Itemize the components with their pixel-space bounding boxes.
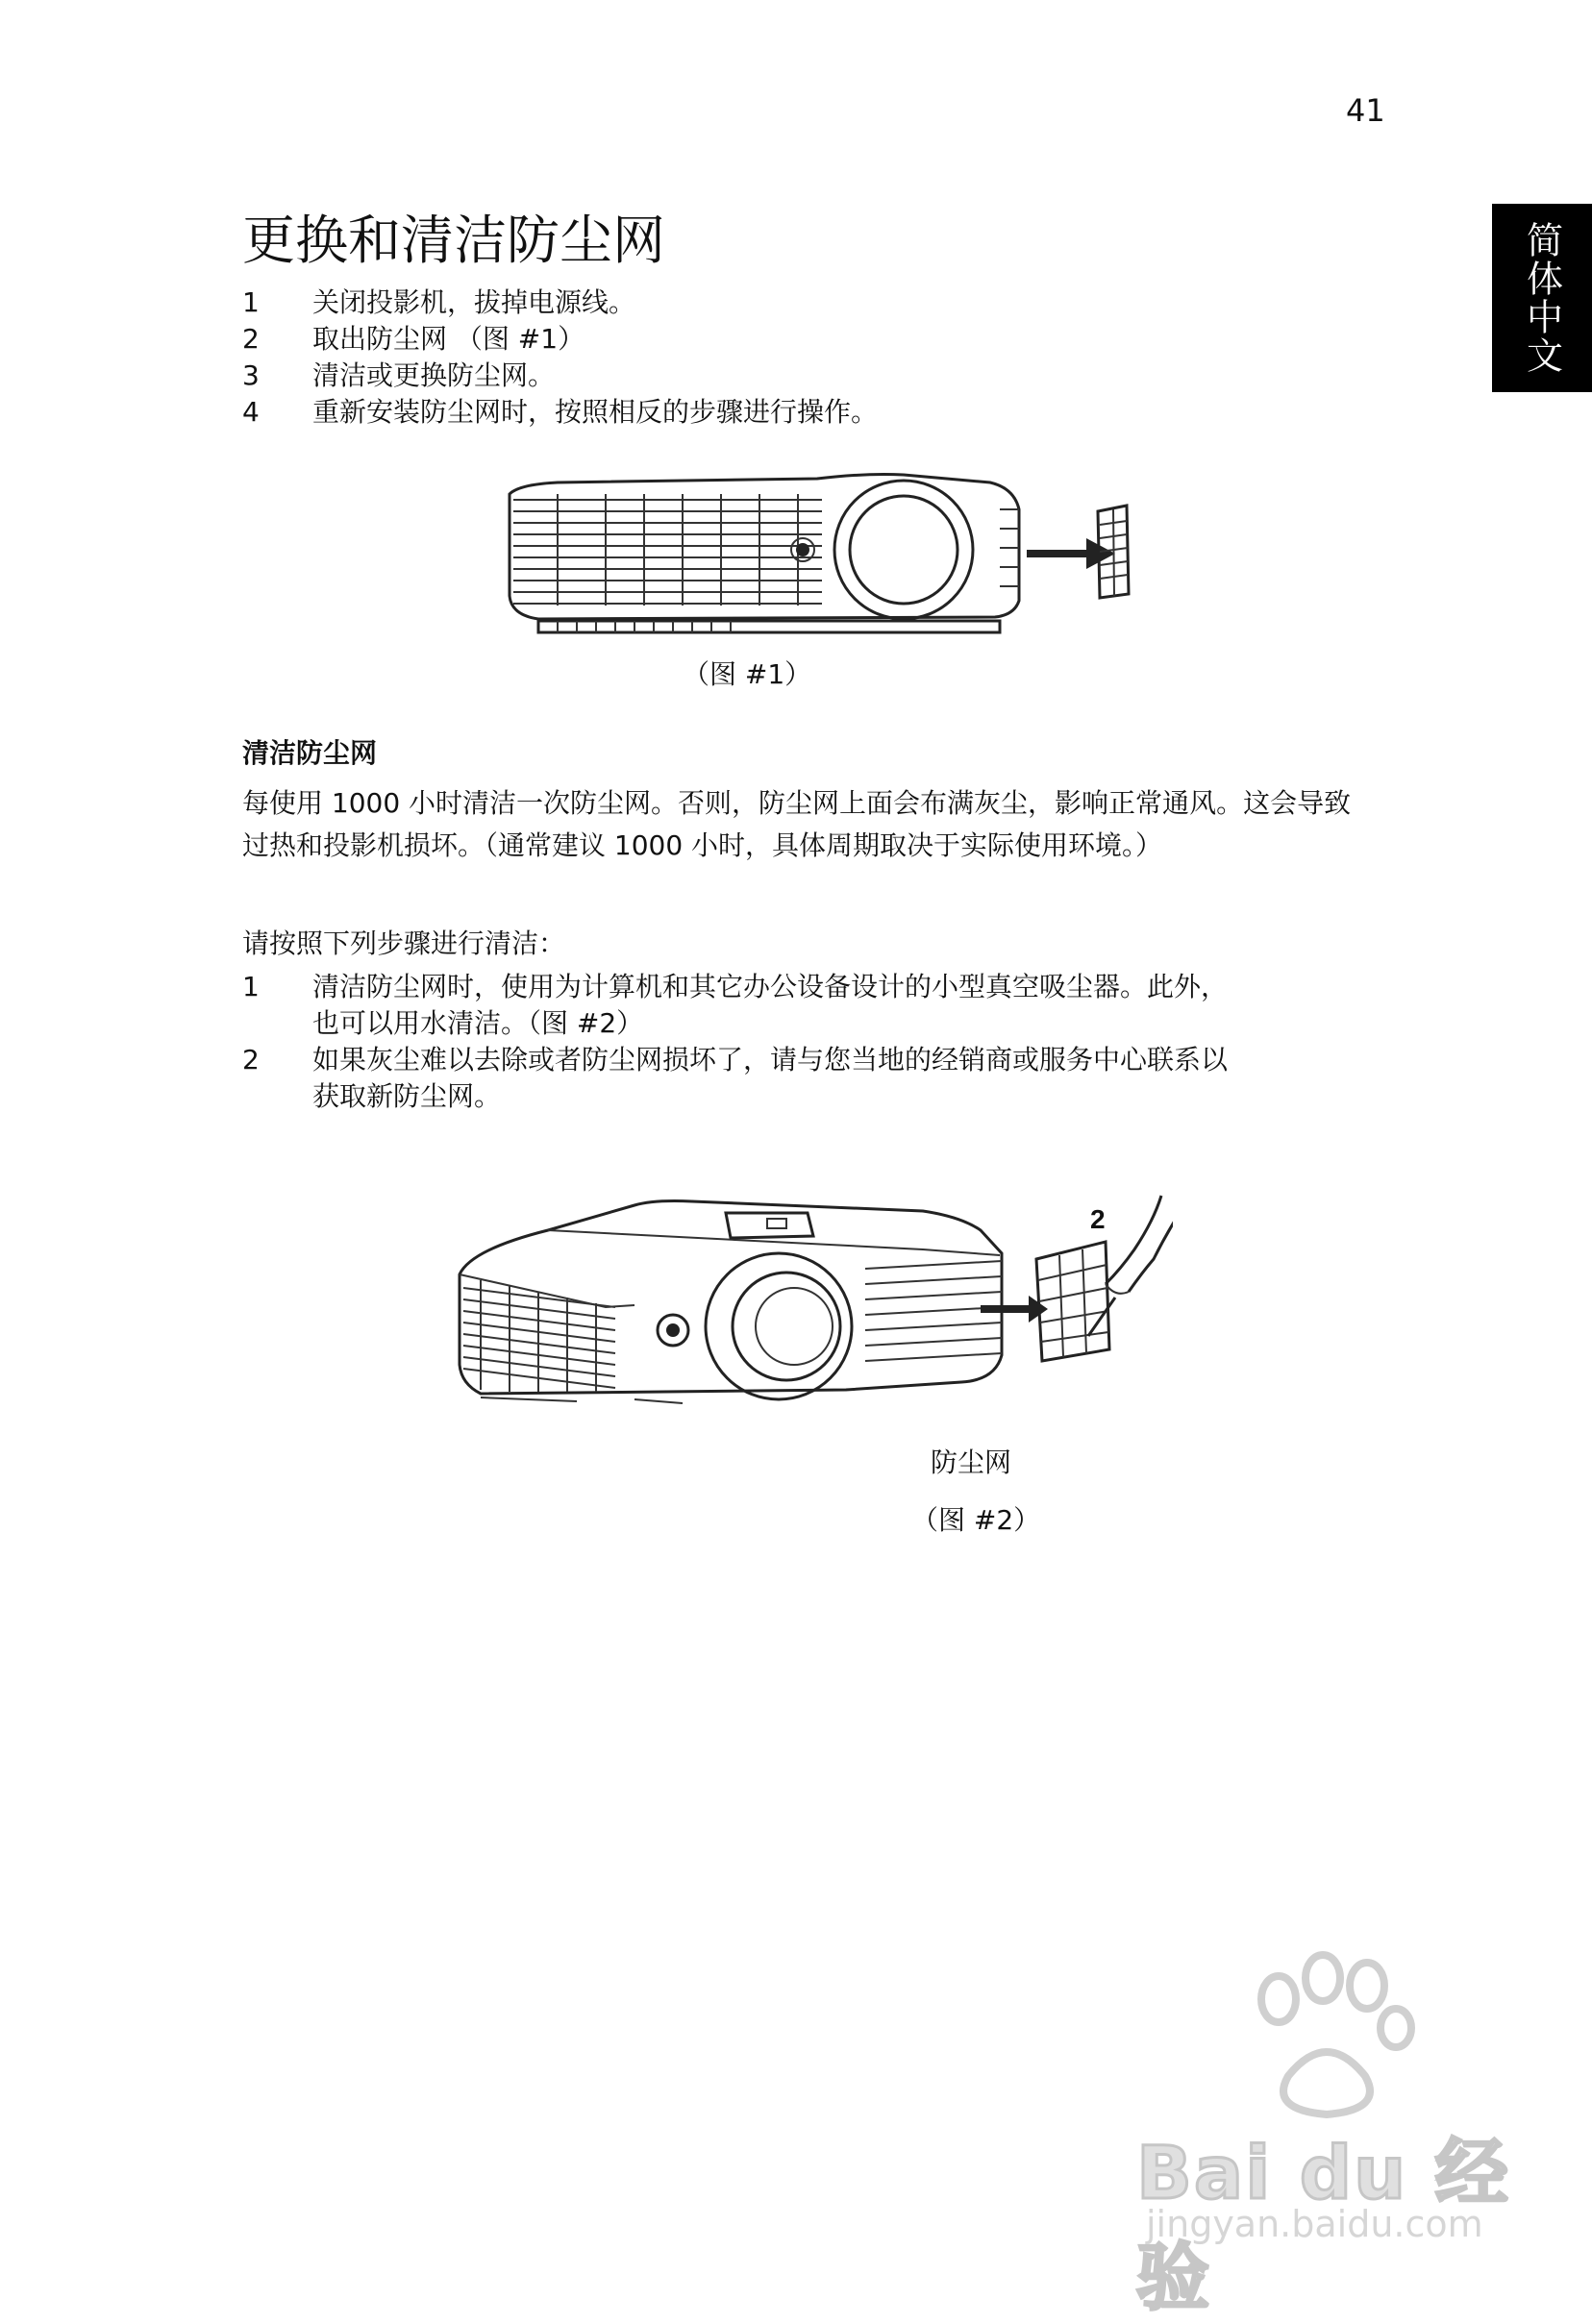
- step-marker: 2: [1090, 1204, 1106, 1234]
- watermark-brand: Bai du 经验: [1136, 2130, 1510, 2320]
- list-item: 4 重新安装防尘网时，按照相反的步骤进行操作。: [242, 396, 879, 428]
- figure1-projector-illustration: [500, 461, 1134, 644]
- figure1-caption: （图 #1）: [683, 658, 812, 690]
- figure2-caption: （图 #2）: [911, 1504, 1041, 1536]
- dust-filter-icon: [1036, 1242, 1109, 1361]
- cleaning-intro: 请按照下列步骤进行清洁：: [242, 927, 566, 959]
- cleaning-paragraph: 每使用 1000 小时清洁一次防尘网。否则，防尘网上面会布满灰尘，影响正常通风。这会导致过热和投影机损坏。（通常建议 1000 小时，具体周期取决于实际使用环境。）: [242, 787, 1352, 861]
- page-number: 41: [1346, 92, 1385, 129]
- dust-filter-icon: [1098, 506, 1129, 598]
- language-tab-label: 简体中文: [1520, 221, 1563, 375]
- cleaning-steps-list: [242, 969, 1370, 1115]
- dust-filter-label: 防尘网: [931, 1446, 1012, 1478]
- watermark-url: jingyan.baidu.com: [1146, 2203, 1483, 2245]
- list-item: 1 关闭投影机，拔掉电源线。: [242, 286, 636, 318]
- baidu-watermark: [1125, 1932, 1548, 2320]
- language-tab: [1492, 204, 1592, 392]
- replace-steps-list: [242, 284, 1370, 431]
- list-item: 2 取出防尘网 （图 #1）: [242, 323, 585, 355]
- list-item: 3 清洁或更换防尘网。: [242, 359, 556, 391]
- section-heading: 清洁防尘网: [242, 737, 378, 769]
- page-title: 更换和清洁防尘网: [242, 210, 666, 271]
- list-item-continuation: 获取新防尘网。: [312, 1080, 502, 1112]
- figure2-projector-illustration: [442, 1192, 1173, 1422]
- list-item-continuation: 也可以用水清洁。（图 #2）: [312, 1007, 644, 1039]
- list-item: 1 清洁防尘网时，使用为计算机和其它办公设备设计的小型真空吸尘器。此外，: [242, 971, 1229, 1002]
- list-item: 2 如果灰尘难以去除或者防尘网损坏了，请与您当地的经销商或服务中心联系以: [242, 1044, 1229, 1075]
